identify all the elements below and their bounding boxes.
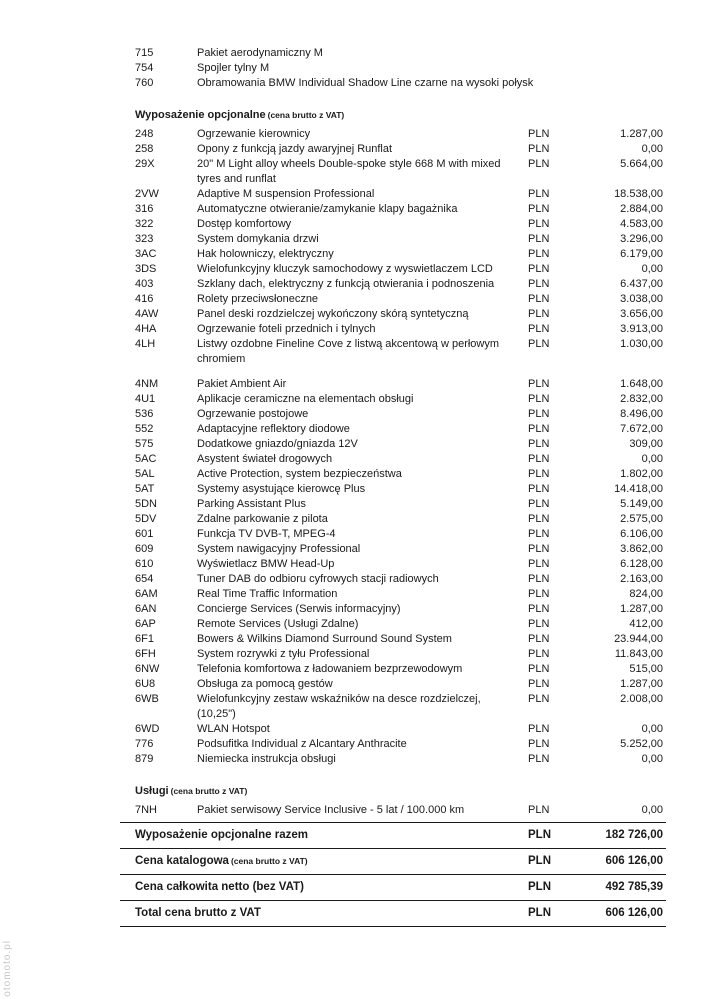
- option-price: 1.648,00: [620, 378, 663, 390]
- total-value: 606 126,00: [605, 907, 663, 919]
- option-code: 3AC: [135, 248, 157, 260]
- option-row: [120, 617, 666, 632]
- option-description: Rolety przeciwsłoneczne: [197, 293, 319, 305]
- option-row: [120, 157, 666, 187]
- option-description: Opony z funkcją jazdy awaryjnej Runflat: [197, 143, 393, 155]
- option-price: 3.862,00: [620, 543, 663, 555]
- option-description: Automatyczne otwieranie/zamykanie klapy bagażnika: [197, 203, 458, 215]
- option-price: 6.106,00: [620, 528, 663, 540]
- option-code: 5AC: [135, 453, 157, 465]
- option-code: 248: [135, 128, 154, 140]
- option-code: 6AM: [135, 588, 158, 600]
- option-currency: PLN: [528, 233, 550, 245]
- option-description: Wyświetlacz BMW Head-Up: [197, 558, 335, 570]
- option-price: 3.913,00: [620, 323, 663, 335]
- option-description: Obsługa za pomocą gestów: [197, 678, 333, 690]
- total-row: [120, 874, 666, 900]
- option-row: [120, 437, 666, 452]
- option-price: 6.128,00: [620, 558, 663, 570]
- option-price: 1.030,00: [620, 338, 663, 350]
- option-row: [120, 542, 666, 557]
- option-currency: PLN: [528, 648, 550, 660]
- option-currency: PLN: [528, 203, 550, 215]
- section-title-note: (cena brutto z VAT): [267, 110, 345, 120]
- option-code: 575: [135, 438, 154, 450]
- option-price: 11.843,00: [614, 648, 663, 660]
- option-row: [120, 602, 666, 617]
- option-description: Adaptive M suspension Professional: [197, 188, 375, 200]
- option-description: Telefonia komfortowa z ładowaniem bezprzewodowym: [197, 663, 463, 675]
- option-code: 601: [135, 528, 154, 540]
- option-price: 3.296,00: [620, 233, 663, 245]
- option-code: 5AL: [135, 468, 155, 480]
- option-code: 552: [135, 423, 154, 435]
- option-description: Wielofunkcyjny zestaw wskaźników na desce rozdzielczej, (10,25"): [197, 693, 481, 720]
- option-row: [120, 647, 666, 662]
- option-price: 2.884,00: [620, 203, 663, 215]
- option-currency: PLN: [528, 128, 550, 140]
- option-currency: PLN: [528, 588, 550, 600]
- option-description: Pakiet aerodynamiczny M: [197, 47, 323, 59]
- option-description: Asystent świateł drogowych: [197, 453, 333, 465]
- option-description: Niemiecka instrukcja obsługi: [197, 753, 336, 765]
- option-description: Ogrzewanie postojowe: [197, 408, 309, 420]
- option-description: Pakiet Ambient Air: [197, 378, 287, 390]
- option-price: 3.656,00: [620, 308, 663, 320]
- option-currency: PLN: [528, 753, 550, 765]
- option-price: 0,00: [641, 263, 663, 275]
- option-code: 6AP: [135, 618, 156, 630]
- option-description: Zdalne parkowanie z pilota: [197, 513, 328, 525]
- option-code: 6AN: [135, 603, 157, 615]
- option-code: 754: [135, 62, 154, 74]
- total-value: 182 726,00: [605, 829, 663, 841]
- option-row: [120, 467, 666, 482]
- option-code: 6F1: [135, 633, 154, 645]
- option-row: [120, 482, 666, 497]
- option-row: [120, 557, 666, 572]
- option-currency: PLN: [528, 323, 550, 335]
- total-currency: PLN: [528, 907, 551, 919]
- option-code: 3DS: [135, 263, 157, 275]
- option-currency: PLN: [528, 278, 550, 290]
- option-price: 7.672,00: [620, 423, 663, 435]
- option-currency: PLN: [528, 308, 550, 320]
- option-row: [120, 76, 666, 91]
- total-currency: PLN: [528, 855, 551, 867]
- option-row: [120, 337, 666, 367]
- option-row: [120, 527, 666, 542]
- services-list: [120, 803, 666, 818]
- option-currency: PLN: [528, 408, 550, 420]
- option-description: Parking Assistant Plus: [197, 498, 306, 510]
- option-price: 0,00: [641, 143, 663, 155]
- option-price: 14.418,00: [614, 483, 663, 495]
- option-currency: PLN: [528, 453, 550, 465]
- option-currency: PLN: [528, 263, 550, 275]
- option-description: Spojler tylny M: [197, 62, 270, 74]
- option-price: 23.944,00: [614, 633, 663, 645]
- option-price: 5.664,00: [620, 158, 663, 170]
- total-row: [120, 848, 666, 874]
- service-price: 0,00: [641, 804, 663, 816]
- option-price: 0,00: [641, 753, 663, 765]
- section-title-note: (cena brutto z VAT): [170, 786, 248, 796]
- option-currency: PLN: [528, 738, 550, 750]
- option-currency: PLN: [528, 158, 550, 170]
- total-row: [120, 822, 666, 848]
- option-price: 824,00: [629, 588, 663, 600]
- section-title: Wyposażenie opcjonalne: [135, 109, 266, 121]
- option-currency: PLN: [528, 663, 550, 675]
- option-row: [120, 692, 666, 722]
- option-description: Hak holowniczy, elektryczny: [197, 248, 334, 260]
- option-code: 715: [135, 47, 154, 59]
- option-row: [120, 46, 666, 61]
- total-currency: PLN: [528, 881, 551, 893]
- option-description: Podsufitka Individual z Alcantary Anthracite: [197, 738, 407, 750]
- option-currency: PLN: [528, 218, 550, 230]
- option-currency: PLN: [528, 678, 550, 690]
- option-row: [120, 737, 666, 752]
- service-row: [120, 803, 666, 818]
- option-row: [120, 247, 666, 262]
- option-row: [120, 662, 666, 677]
- option-code: 6U8: [135, 678, 156, 690]
- option-price: 2.008,00: [620, 693, 663, 705]
- option-currency: PLN: [528, 338, 550, 350]
- option-code: 4NM: [135, 378, 159, 390]
- option-description: Tuner DAB do odbioru cyfrowych stacji radiowych: [197, 573, 439, 585]
- option-description: Szklany dach, elektryczny z funkcją otwierania i podnoszenia: [197, 278, 495, 290]
- option-code: 416: [135, 293, 154, 305]
- option-code: 4LH: [135, 338, 156, 350]
- option-price: 6.179,00: [620, 248, 663, 260]
- option-price: 18.538,00: [614, 188, 663, 200]
- option-row: [120, 722, 666, 737]
- option-price: 2.832,00: [620, 393, 663, 405]
- option-description: Dostęp komfortowy: [197, 218, 292, 230]
- option-row: [120, 677, 666, 692]
- option-currency: PLN: [528, 378, 550, 390]
- option-description: System nawigacyjny Professional: [197, 543, 361, 555]
- service-description: Pakiet serwisowy Service Inclusive - 5 lat / 100.000 km: [197, 804, 465, 816]
- totals-summary: [120, 822, 666, 927]
- option-code: 29X: [135, 158, 155, 170]
- option-description: 20" M Light alloy wheels Double-spoke style 668 M with mixed tyres and runflat: [197, 158, 501, 185]
- option-code: 5AT: [135, 483, 155, 495]
- option-code: 654: [135, 573, 154, 585]
- option-row: [120, 61, 666, 76]
- option-code: 258: [135, 143, 154, 155]
- total-label-group: [135, 854, 528, 869]
- option-row: [120, 127, 666, 142]
- option-row: [120, 407, 666, 422]
- option-price: 5.149,00: [620, 498, 663, 510]
- option-code: 6WB: [135, 693, 159, 705]
- option-description: WLAN Hotspot: [197, 723, 270, 735]
- option-price: 1.287,00: [620, 128, 663, 140]
- option-code: 4HA: [135, 323, 157, 335]
- option-row: [120, 422, 666, 437]
- option-description: System rozrywki z tyłu Professional: [197, 648, 370, 660]
- option-currency: PLN: [528, 483, 550, 495]
- total-label-group: [135, 880, 528, 895]
- option-row: [120, 632, 666, 647]
- option-currency: PLN: [528, 558, 550, 570]
- option-row: [120, 497, 666, 512]
- option-code: 403: [135, 278, 154, 290]
- option-code: 536: [135, 408, 154, 420]
- total-label-group: [135, 906, 528, 921]
- section-heading-services: [120, 784, 666, 799]
- option-description: Aplikacje ceramiczne na elementach obsługi: [197, 393, 414, 405]
- option-currency: PLN: [528, 438, 550, 450]
- option-code: 6FH: [135, 648, 156, 660]
- option-row: [120, 187, 666, 202]
- option-currency: PLN: [528, 468, 550, 480]
- option-row: [120, 307, 666, 322]
- option-code: 322: [135, 218, 154, 230]
- option-code: 4AW: [135, 308, 159, 320]
- option-price: 4.583,00: [620, 218, 663, 230]
- total-label: Cena katalogowa: [135, 855, 229, 867]
- option-description: Bowers & Wilkins Diamond Surround Sound System: [197, 633, 452, 645]
- total-label: Total cena brutto z VAT: [135, 907, 261, 919]
- option-row: [120, 202, 666, 217]
- total-value: 606 126,00: [605, 855, 663, 867]
- option-currency: PLN: [528, 248, 550, 260]
- option-price: 8.496,00: [620, 408, 663, 420]
- total-label-group: [135, 828, 528, 843]
- option-currency: PLN: [528, 423, 550, 435]
- option-description: Concierge Services (Serwis informacyjny): [197, 603, 401, 615]
- option-currency: PLN: [528, 603, 550, 615]
- option-code: 879: [135, 753, 154, 765]
- option-price: 412,00: [629, 618, 663, 630]
- option-currency: PLN: [528, 498, 550, 510]
- option-code: 323: [135, 233, 154, 245]
- optional-equipment-list: [120, 127, 666, 767]
- option-row: [120, 292, 666, 307]
- option-description: System domykania drzwi: [197, 233, 319, 245]
- total-label-note: (cena brutto z VAT): [230, 856, 308, 866]
- option-description: Funkcja TV DVB-T, MPEG-4: [197, 528, 336, 540]
- option-row: [120, 142, 666, 157]
- option-description: Panel deski rozdzielczej wykończony skórą syntetyczną: [197, 308, 469, 320]
- option-code: 5DN: [135, 498, 158, 510]
- option-code: 316: [135, 203, 154, 215]
- option-currency: PLN: [528, 143, 550, 155]
- option-description: Systemy asystujące kierowcę Plus: [197, 483, 366, 495]
- option-description: Active Protection, system bezpieczeństwa: [197, 468, 402, 480]
- option-row: [120, 277, 666, 292]
- option-currency: PLN: [528, 528, 550, 540]
- option-currency: PLN: [528, 513, 550, 525]
- option-code: 6WD: [135, 723, 160, 735]
- option-price: 1.287,00: [620, 603, 663, 615]
- option-price: 0,00: [641, 723, 663, 735]
- total-row: [120, 900, 666, 927]
- option-price: 5.252,00: [620, 738, 663, 750]
- option-currency: PLN: [528, 693, 550, 705]
- option-row: [120, 217, 666, 232]
- option-description: Wielofunkcyjny kluczyk samochodowy z wyswietlaczem LCD: [197, 263, 493, 275]
- option-price: 3.038,00: [620, 293, 663, 305]
- carryover-items: [120, 46, 666, 91]
- option-description: Obramowania BMW Individual Shadow Line czarne na wysoki połysk: [197, 77, 534, 89]
- option-currency: PLN: [528, 573, 550, 585]
- watermark: otomoto.pl: [2, 940, 13, 997]
- option-code: 776: [135, 738, 154, 750]
- option-currency: PLN: [528, 293, 550, 305]
- option-code: 2VW: [135, 188, 159, 200]
- service-currency: PLN: [528, 804, 550, 816]
- option-price: 6.437,00: [620, 278, 663, 290]
- option-description: Dodatkowe gniazdo/gniazda 12V: [197, 438, 358, 450]
- option-row: [120, 512, 666, 527]
- section-title: Usługi: [135, 785, 169, 797]
- option-price: 1.287,00: [620, 678, 663, 690]
- option-price: 515,00: [629, 663, 663, 675]
- section-heading-optional-equipment: [120, 108, 666, 123]
- option-code: 5DV: [135, 513, 157, 525]
- option-currency: PLN: [528, 633, 550, 645]
- option-currency: PLN: [528, 393, 550, 405]
- total-label: Cena całkowita netto (bez VAT): [135, 881, 304, 893]
- option-code: 4U1: [135, 393, 156, 405]
- option-description: Real Time Traffic Information: [197, 588, 338, 600]
- option-currency: PLN: [528, 618, 550, 630]
- option-price: 2.163,00: [620, 573, 663, 585]
- option-code: 760: [135, 77, 154, 89]
- option-currency: PLN: [528, 723, 550, 735]
- total-label: Wyposażenie opcjonalne razem: [135, 829, 308, 841]
- option-row: [120, 452, 666, 467]
- option-row: [120, 587, 666, 602]
- option-price: 0,00: [641, 453, 663, 465]
- option-code: 609: [135, 543, 154, 555]
- total-value: 492 785,39: [605, 881, 663, 893]
- option-description: Remote Services (Usługi Zdalne): [197, 618, 359, 630]
- option-code: 610: [135, 558, 154, 570]
- option-row: [120, 377, 666, 392]
- option-description: Listwy ozdobne Fineline Cove z listwą akcentową w perłowym chromiem: [197, 338, 500, 365]
- option-code: 6NW: [135, 663, 160, 675]
- option-description: Adaptacyjne reflektory diodowe: [197, 423, 350, 435]
- option-row: [120, 232, 666, 247]
- option-price: 309,00: [629, 438, 663, 450]
- service-code: 7NH: [135, 804, 158, 816]
- option-row: [120, 752, 666, 767]
- option-row: [120, 322, 666, 337]
- option-currency: PLN: [528, 543, 550, 555]
- option-row: [120, 262, 666, 277]
- option-description: Ogrzewanie foteli przednich i tylnych: [197, 323, 376, 335]
- total-currency: PLN: [528, 829, 551, 841]
- option-description: Ogrzewanie kierownicy: [197, 128, 311, 140]
- option-price: 2.575,00: [620, 513, 663, 525]
- option-currency: PLN: [528, 188, 550, 200]
- option-row: [120, 572, 666, 587]
- option-row: [120, 392, 666, 407]
- option-price: 1.802,00: [620, 468, 663, 480]
